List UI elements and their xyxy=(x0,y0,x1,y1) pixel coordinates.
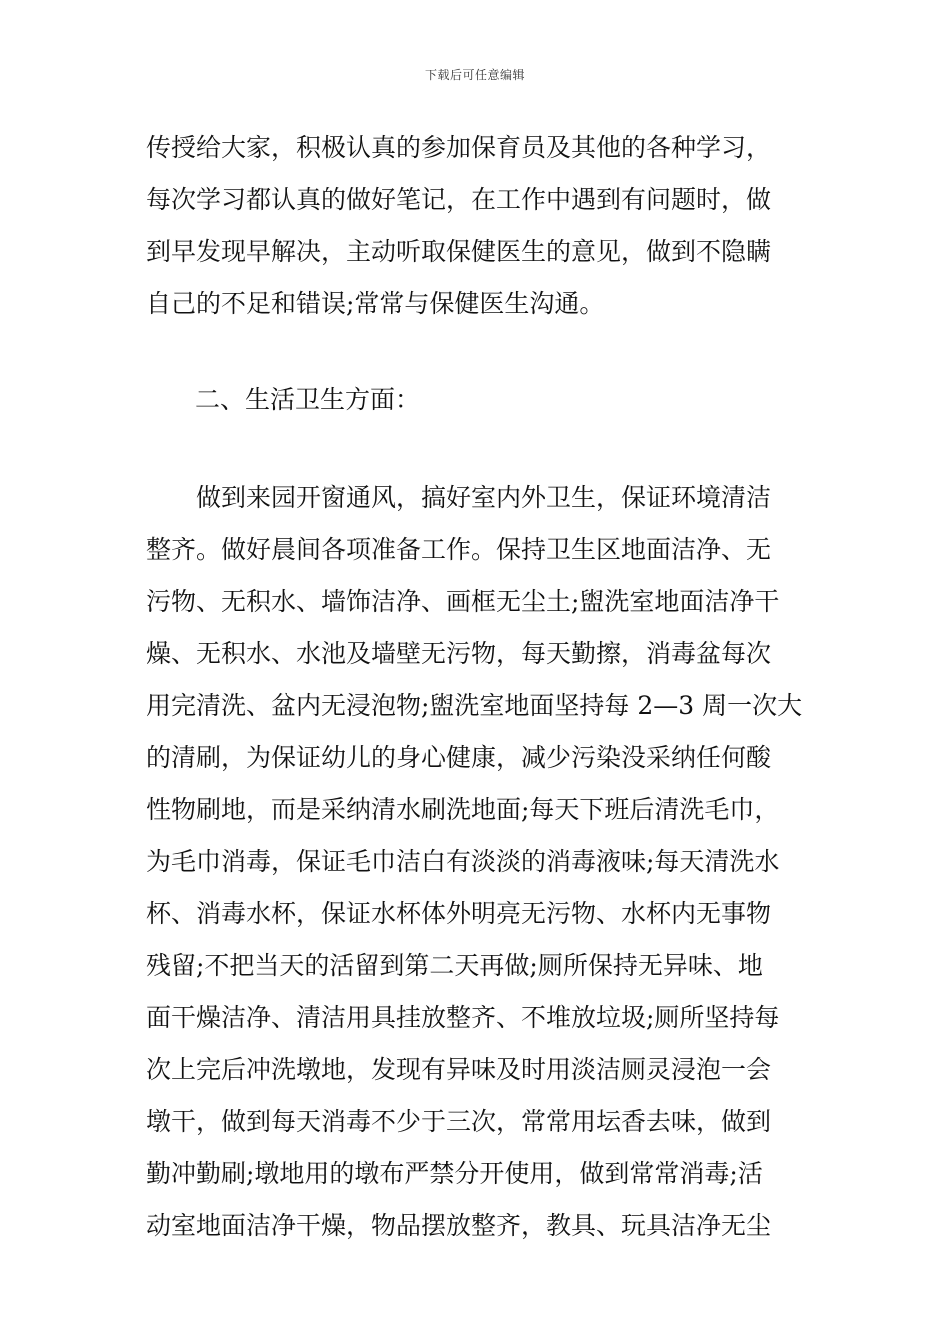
text-line: 墩干，做到每天消毒不少于三次，常常用坛香去味，做到 xyxy=(146,1107,772,1136)
paragraph-1 xyxy=(146,122,806,330)
paragraph-2 xyxy=(146,472,806,1252)
text-line: 燥、无积水、水池及墙壁无污物，每天勤擦，消毒盆每次 xyxy=(146,639,772,668)
text-line: 勤冲勤刷;墩地用的墩布严禁分开使用，做到常常消毒;活 xyxy=(146,1159,763,1188)
text-line: 次上完后冲洗墩地，发现有异味及时用淡洁厕灵浸泡一会 xyxy=(146,1055,772,1084)
text-line: 污物、无积水、墙饰洁净、画框无尘土;盥洗室地面洁净干 xyxy=(146,587,780,616)
text-line: 动室地面洁净干燥，物品摆放整齐，教具、玩具洁净无尘 xyxy=(146,1211,772,1240)
text-line: 面干燥洁净、清洁用具挂放整齐、不堆放垃圾;厕所坚持每 xyxy=(146,1003,780,1032)
text-line: 自己的不足和错误;常常与保健医生沟通。 xyxy=(146,289,605,318)
text-line: 用完清洗、盆内无浸泡物;盥洗室地面坚持每 2—3 周一次大 xyxy=(146,691,803,720)
text-line: 杯、消毒水杯，保证水杯体外明亮无污物、水杯内无事物 xyxy=(146,899,772,928)
text-line: 每次学习都认真的做好笔记，在工作中遇到有问题时，做 xyxy=(146,185,772,214)
section-heading: 二、生活卫生方面： xyxy=(195,385,421,414)
page-header: 下载后可任意编辑 xyxy=(424,68,525,82)
text-line: 整齐。做好晨间各项准备工作。保持卫生区地面洁净、无 xyxy=(146,535,772,564)
text-line: 做到来园开窗通风，搞好室内外卫生，保证环境清洁 xyxy=(146,483,772,512)
text-line: 的清刷，为保证幼儿的身心健康，减少污染没采纳任何酸 xyxy=(146,743,772,772)
text-line: 残留;不把当天的活留到第二天再做;厕所保持无异味、地 xyxy=(146,951,763,980)
text-line: 到早发现早解决，主动听取保健医生的意见，做到不隐瞒 xyxy=(146,237,772,266)
text-line: 为毛巾消毒，保证毛巾洁白有淡淡的消毒液味;每天清洗水 xyxy=(146,847,780,876)
text-line: 传授给大家，积极认真的参加保育员及其他的各种学习， xyxy=(146,133,772,162)
text-line: 性物刷地，而是采纳清水刷洗地面;每天下班后清洗毛巾， xyxy=(146,795,780,824)
